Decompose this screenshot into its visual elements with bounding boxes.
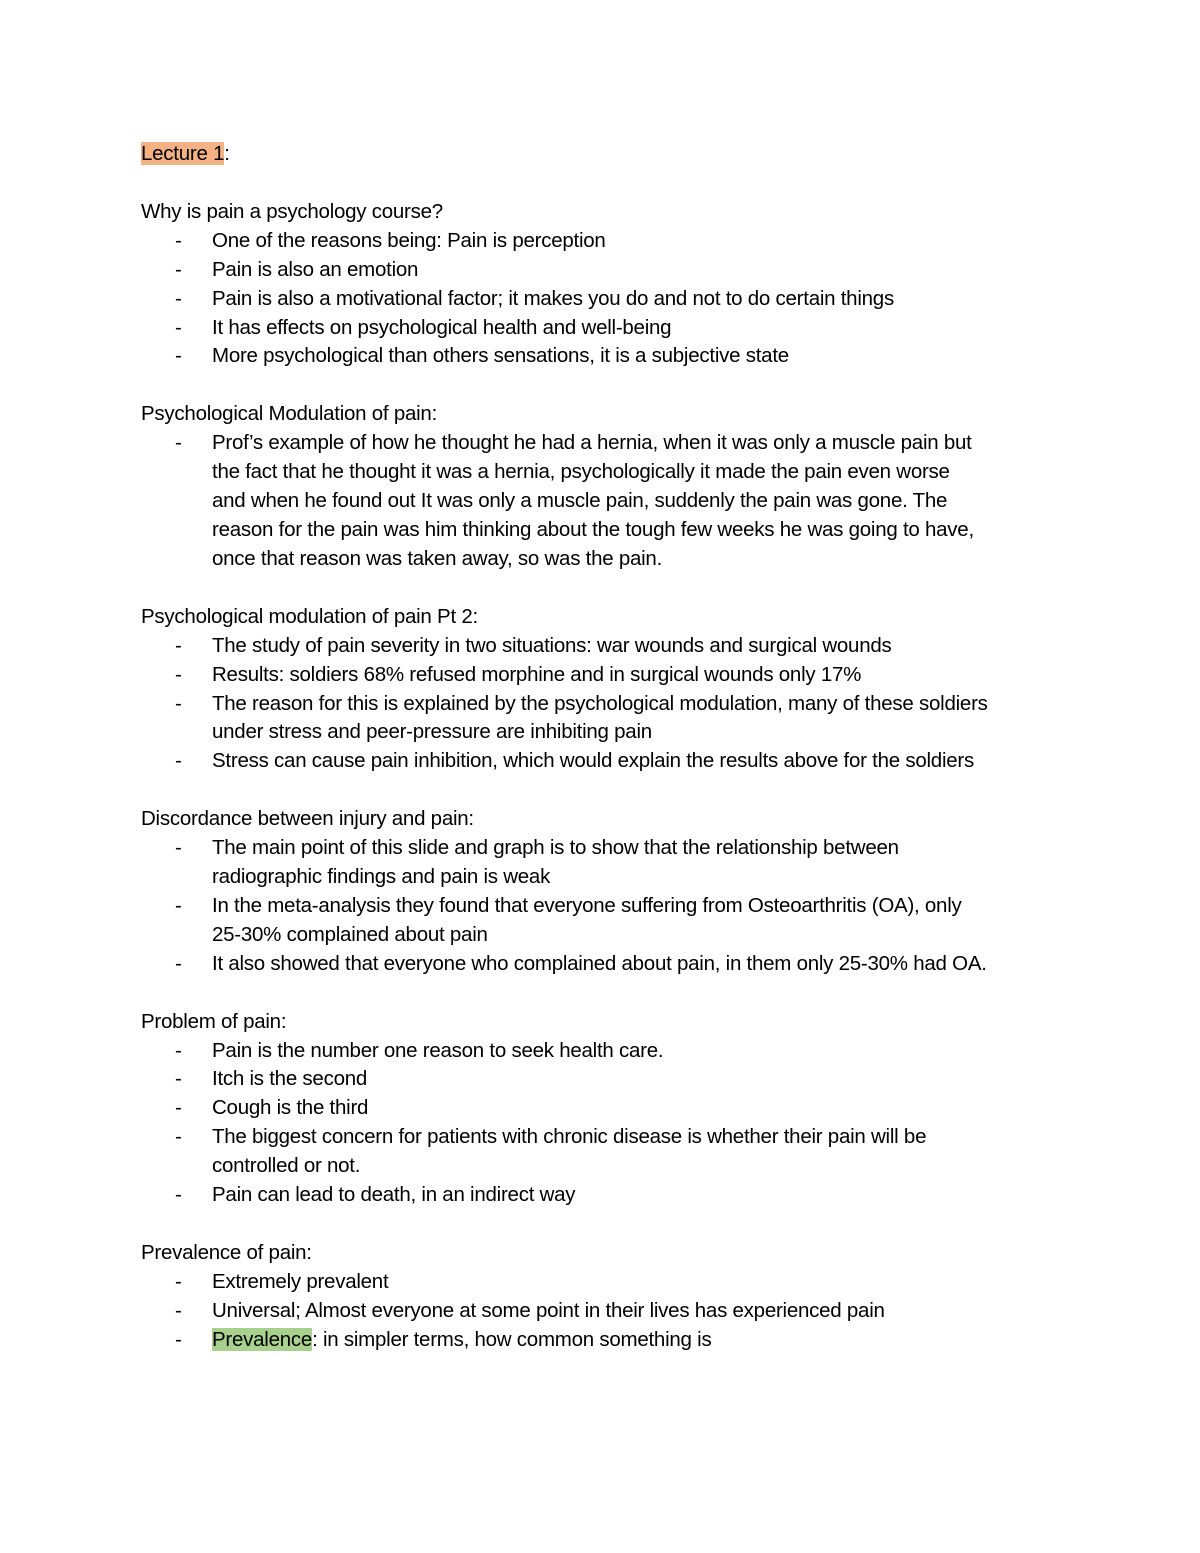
bullet-text-line: It has effects on psychological health and well-being [212,315,672,339]
lecture-title [141,140,1081,169]
bullet-dash: - [175,633,182,657]
bullet-text [212,1326,1081,1355]
bullet-dash: - [175,1327,182,1351]
notes-sections [141,198,1081,1210]
notes-section [141,400,1081,573]
bullet-text-line: 25-30% complained about pain [212,922,488,946]
bullet-text-line: radiographic findings and pain is weak [212,865,551,889]
bullet-text-line: Prof’s example of how he thought he had a hernia, when it was only a muscle pain but [212,431,972,455]
bullet-text-line: controlled or not. [212,1154,361,1178]
bullet-item [141,661,1081,690]
bullet-item [141,1181,1081,1210]
document-page [141,140,1081,1355]
bullet-dash: - [175,1298,182,1322]
bullet-item [141,1326,1081,1355]
bullet-list [141,429,1081,574]
bullet-list [141,834,1081,979]
notes-section [141,805,1081,978]
bullet-item [141,429,1081,574]
section-prevalence [141,1239,1081,1355]
notes-section [141,603,1081,776]
bullet-dash: - [175,344,182,368]
bullet-text-line: and when he found out It was only a muscle pain, suddenly the pain was gone. The [212,489,948,513]
section-heading: Discordance between injury and pain: [141,807,474,831]
section-heading: Why is pain a psychology course? [141,199,443,223]
notes-section [141,198,1081,371]
lecture-title-suffix: : [224,142,230,165]
bullet-text-line: The biggest concern for patients with chronic disease is whether their pain will be [212,1125,927,1149]
bullet-item [141,1268,1081,1297]
bullet-item [141,834,1081,892]
bullet-text-line: Pain is also a motivational factor; it makes you do and not to do certain things [212,286,894,310]
bullet-item [141,690,1081,748]
bullet-text-line: Itch is the second [212,1067,368,1091]
bullet-text-line: Pain can lead to death, in an indirect way [212,1183,576,1207]
bullet-text-line: Stress can cause pain inhibition, which would explain the results above for the soldiers [212,749,974,773]
notes-section [141,1008,1081,1210]
bullet-item [141,227,1081,256]
bullet-item [141,950,1081,979]
bullet-dash: - [175,1067,182,1091]
bullet-item [141,285,1081,314]
bullet-item [141,256,1081,285]
bullet-dash: - [175,662,182,686]
bullet-dash: - [175,1125,182,1149]
section-heading: Psychological modulation of pain Pt 2: [141,604,478,628]
bullet-item [141,342,1081,371]
bullet-text-line: More psychological than others sensations, it is a subjective state [212,344,789,368]
bullet-text-line: Results: soldiers 68% refused morphine and in surgical wounds only 17% [212,662,862,686]
bullet-text-line: It also showed that everyone who complained about pain, in them only 25-30% had OA. [212,951,987,975]
bullet-text-line: Pain is the number one reason to seek health care. [212,1038,664,1062]
bullet-text-line: once that reason was taken away, so was the pain. [212,546,663,570]
bullet-dash: - [175,315,182,339]
bullet-text-line: Cough is the third [212,1096,369,1120]
bullet-text-line: The reason for this is explained by the psychological modulation, many of these soldiers [212,691,988,715]
bullet-item [141,1037,1081,1066]
bullet-dash: - [175,893,182,917]
bullet-item [141,1297,1081,1326]
bullet-list [141,227,1081,372]
term-definition: : in simpler terms, how common something is [312,1327,712,1351]
section-heading: Problem of pain: [141,1009,287,1033]
section-heading: Psychological Modulation of pain: [141,402,438,426]
bullet-item [141,1065,1081,1094]
bullet-text-line: In the meta-analysis they found that everyone suffering from Osteoarthritis (OA), only [212,893,962,917]
bullet-dash: - [175,1183,182,1207]
bullet-item [141,632,1081,661]
bullet-dash: - [175,1096,182,1120]
bullet-dash: - [175,286,182,310]
lecture-title-highlight: Lecture 1 [141,142,225,165]
bullet-text-line: under stress and peer-pressure are inhibiting pain [212,720,652,744]
section-heading: Prevalence of pain: [141,1241,312,1264]
bullet-text: Universal; Almost everyone at some point in their lives has experienced pain [212,1298,885,1322]
bullet-dash: - [175,836,182,860]
bullet-text: Extremely prevalent [212,1269,389,1293]
bullet-item [141,1094,1081,1123]
bullet-item [141,892,1081,950]
bullet-text-line: The main point of this slide and graph is to show that the relationship between [212,836,899,860]
bullet-dash: - [175,1269,182,1293]
bullet-dash: - [175,431,182,455]
bullet-list [141,1268,1081,1355]
bullet-dash: - [175,691,182,715]
bullet-item [141,314,1081,343]
bullet-dash: - [175,257,182,281]
bullet-text-line: Pain is also an emotion [212,257,419,281]
bullet-item [141,1123,1081,1181]
bullet-dash: - [175,749,182,773]
bullet-text-line: One of the reasons being: Pain is perception [212,228,606,252]
bullet-text-line: The study of pain severity in two situations: war wounds and surgical wounds [212,633,892,657]
bullet-dash: - [175,1038,182,1062]
bullet-list [141,1037,1081,1210]
bullet-text-line: reason for the pain was him thinking about the tough few weeks he was going to have, [212,517,974,541]
bullet-dash: - [175,951,182,975]
bullet-list [141,632,1081,777]
term-highlight: Prevalence [212,1327,313,1351]
bullet-text-line: the fact that he thought it was a hernia, psychologically it made the pain even worse [212,460,950,484]
bullet-dash: - [175,228,182,252]
bullet-item [141,747,1081,776]
